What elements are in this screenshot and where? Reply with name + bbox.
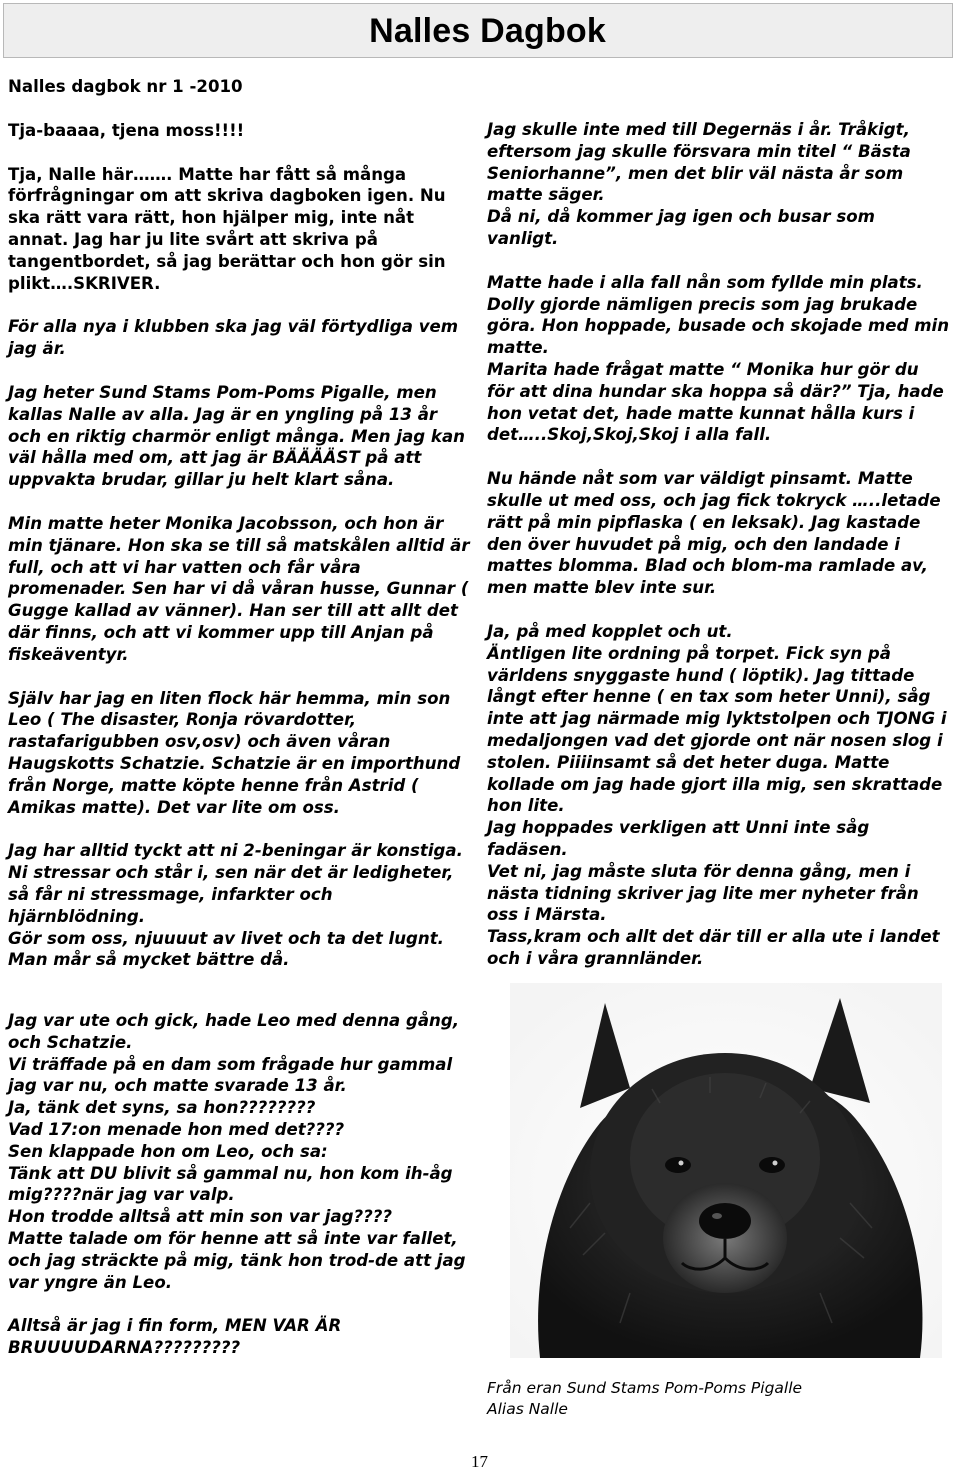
paragraph: Jag hoppades verkligen att Unni inte såg fadäsen. — [487, 818, 870, 859]
paragraph: Vad 17:on menade hon med det???? — [8, 1119, 345, 1139]
page-number: 17 — [471, 1452, 488, 1471]
paragraph: Själv har jag en liten flock här hemma, min son Leo ( The disaster, Ronja rövardotter, rastafarigubben osv,osv) och även våran Haugskotts Schatzie. Schatzie är en importhund från Norge, matte köpte henne från Astrid ( Amikas matte). Det var lite om oss. — [8, 688, 461, 817]
signature-line: Från eran Sund Stams Pom-Poms Pigalle — [487, 1379, 803, 1397]
left-column — [8, 76, 474, 971]
paragraph: För alla nya i klubben ska jag väl förtydliga vem jag är. — [8, 317, 459, 359]
paragraph: Nu hände nåt som var väldigt pinsamt. Matte skulle ut med oss, och jag fick tokryck …..letade rätt på min pipflaska ( en leksak). Jag kastade den över huvudet på mig, och den landade i mattes blomma. Blad och blom-ma ramlade av, men matte blev inte sur. — [487, 469, 941, 598]
paragraph: Äntligen lite ordning på torpet. Fick syn på världens snyggaste hund ( löptik). Jag tittade långt efter henne ( en tax som heter Unni), såg inte att jag närmade mig lyktstolpen och TJONG i medaljongen vad det gjorde ont när nosen slog i stolen. Piiiinsamt så det heter duga. Matte kollade om jag hade gjort illa mig, sen skrattade hon lite. — [487, 643, 947, 816]
paragraph: Alltså är jag i fin form, MEN VAR ÄR BRUUUUDARNA????????? — [8, 1316, 342, 1358]
paragraph: Då ni, då kommer jag igen och busar som vanligt. — [487, 207, 875, 248]
paragraph: Vet ni, jag måste sluta för denna gång, men i nästa tidning skriver jag lite mer nyheter från oss i Märsta. — [487, 861, 919, 925]
story-column — [8, 1010, 474, 1359]
paragraph: Min matte heter Monika Jacobsson, och hon är min tjänare. Hon ska se till så matskålen alltid är full, och att vi har vatten och får våra promenader. Sen har vi då våran husse, Gunnar ( Gugge kallad av vänner). Han ser till att allt det där finns, och att vi kommer upp till Anjan på fiskeäventyr. — [8, 513, 470, 664]
signature-alias: Alias Nalle — [487, 1400, 568, 1418]
right-column — [487, 119, 950, 970]
paragraph: Jag var ute och gick, hade Leo med denna gång, och Schatzie. — [8, 1011, 460, 1052]
paragraph: Hon trodde alltså att min son var jag???? — [8, 1207, 393, 1227]
paragraph: Marita hade frågat matte “ Monika hur gör du för att dina hundar ska hoppa så där?” Tja, hade hon vetat det, hade matte kunnat hålla kurs i det…..Skoj,Skoj,Skoj i alla fall. — [487, 359, 944, 445]
paragraph: Vi träffade på en dam som frågade hur gammal jag var nu, och matte svarade 13 år. — [8, 1054, 453, 1096]
paragraph: Gör som oss, njuuuut av livet och ta det lugnt. Man mår så mycket bättre då. — [8, 928, 444, 970]
paragraph: Sen klappade hon om Leo, och sa: — [8, 1141, 328, 1161]
dog-photo — [510, 983, 942, 1358]
paragraph: Jag skulle inte med till Degernäs i år. Tråkigt, eftersom jag skulle försvara min titel “ Bästa Seniorhanne”, men det blir väl nästa år som matte säger. — [487, 120, 911, 205]
issue-line: Nalles dagbok nr 1 -2010 — [8, 77, 243, 96]
intro-paragraph: Tja, Nalle här……. Matte har fått så många förfrågningar om att skriva dagboken igen. Nu ska rätt vara rätt, hon hjälper mig, inte nåt annat. Jag har ju lite svårt att skriva på tangentbordet, så jag berättar och hon gör sin plikt….SKRIVER. — [8, 164, 446, 293]
paragraph: Matte hade i alla fall nån som fyllde min plats. Dolly gjorde nämligen precis som jag brukade göra. Hon hoppade, busade och skojade med min matte. — [487, 272, 950, 358]
paragraph: Ja, på med kopplet och ut. — [487, 621, 733, 641]
paragraph: Tass,kram och allt det där till er alla ute i landet och i våra grannländer. — [487, 927, 940, 968]
page-header — [3, 3, 953, 58]
paragraph: Jag har alltid tyckt att ni 2-beningar är konstiga. Ni stressar och står i, sen när det är ledigheter, så får ni stressmage, infarkter och hjärnblödning. — [8, 841, 463, 926]
paragraph: Tänk att DU blivit så gammal nu, hon kom ih-åg mig????när jag var valp. — [8, 1163, 453, 1205]
paragraph: Jag heter Sund Stams Pom-Poms Pigalle, men kallas Nalle av alla. Jag är en yngling på 13 år och en riktig charmör enligt många. Men jag kan väl hålla med om, att jag är BÄÄÄÄST på att uppvakta brudar, gillar ju helt klart såna. — [8, 382, 465, 490]
paragraph: Matte talade om för henne att så inte var fallet, och jag sträckte på mig, tänk hon trod-de att jag var yngre än Leo. — [8, 1228, 466, 1292]
paragraph: Ja, tänk det syns, sa hon???????? — [8, 1098, 316, 1118]
greeting: Tja-baaaa, tjena moss!!!! — [8, 120, 245, 140]
page-title: Nalles Dagbok — [369, 12, 606, 50]
signature — [487, 1378, 802, 1420]
dog-portrait-image — [510, 983, 942, 1358]
